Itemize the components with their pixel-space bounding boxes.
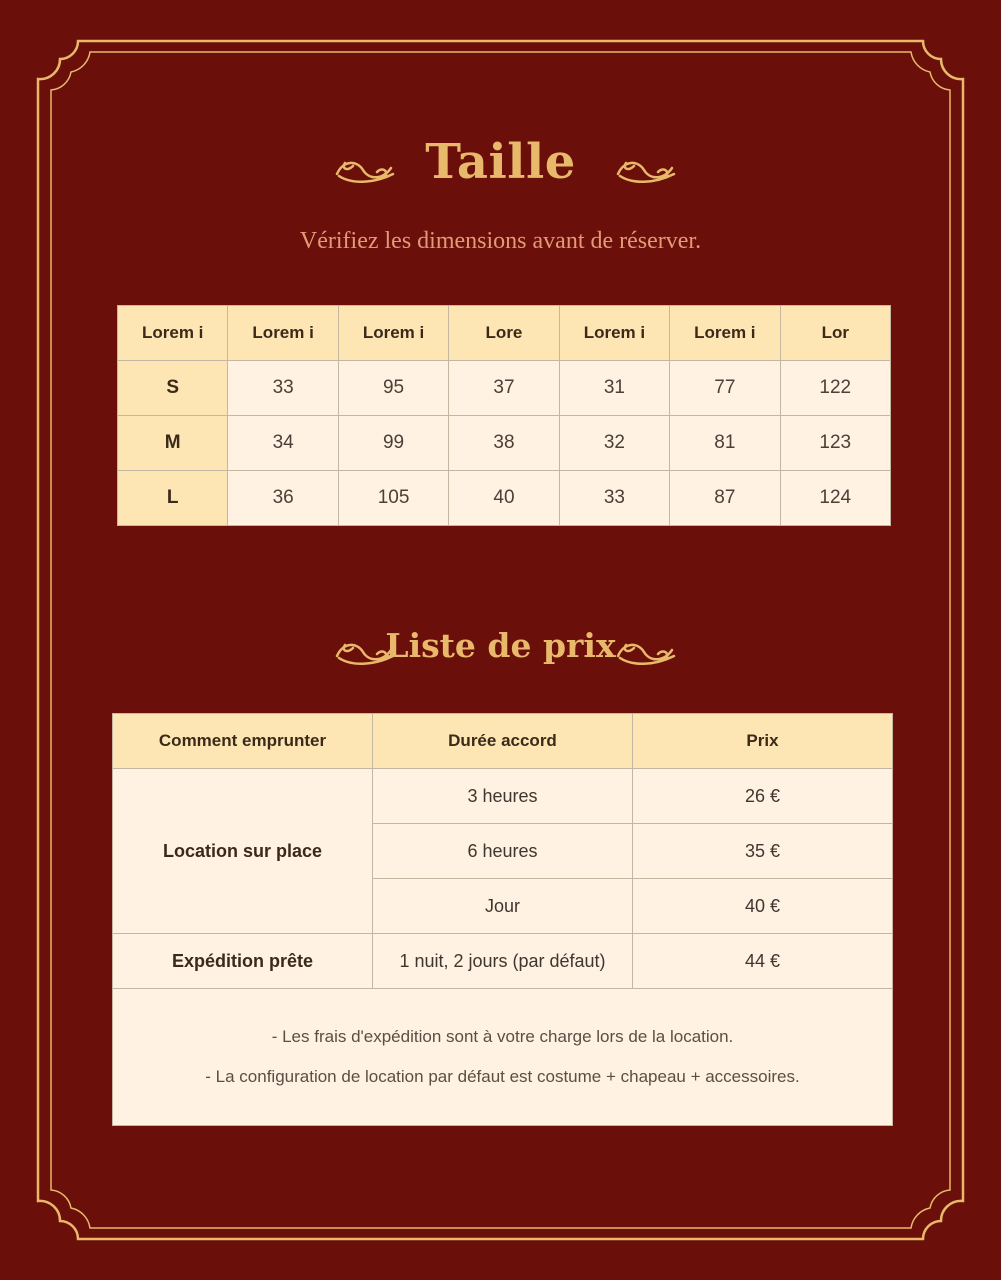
size-value: 124 [780, 471, 890, 526]
size-col-header: Lorem i [670, 306, 780, 361]
price-cell: 44 € [633, 934, 893, 989]
size-value: 95 [338, 361, 448, 416]
size-col-header: Lorem i [228, 306, 338, 361]
size-label: M [118, 416, 228, 471]
notes-row [113, 989, 893, 1126]
table-row [118, 471, 891, 526]
size-value: 99 [338, 416, 448, 471]
size-value: 38 [449, 416, 559, 471]
price-cell: 40 € [633, 879, 893, 934]
size-value: 87 [670, 471, 780, 526]
note-line: - Les frais d'expédition sont à votre charge lors de la location. [271, 1027, 734, 1046]
note-line: - La configuration de location par défaut est costume + chapeau + accessoires. [205, 1067, 800, 1086]
size-value: 33 [228, 361, 338, 416]
notes-cell [113, 989, 893, 1126]
size-value: 37 [449, 361, 559, 416]
size-col-header: Lor [780, 306, 890, 361]
price-col-header: Prix [633, 714, 893, 769]
size-label: L [118, 471, 228, 526]
size-title: Taille [425, 134, 576, 190]
price-col-header: Durée accord [373, 714, 633, 769]
shipping-label: Expédition prête [113, 934, 373, 989]
price-col-header: Comment emprunter [113, 714, 373, 769]
price-table [112, 713, 893, 1126]
size-col-header: Lore [449, 306, 559, 361]
price-table-header-row [113, 714, 893, 769]
size-value: 34 [228, 416, 338, 471]
table-row [113, 769, 893, 824]
size-value: 81 [670, 416, 780, 471]
size-value: 123 [780, 416, 890, 471]
size-value: 40 [449, 471, 559, 526]
size-value: 31 [559, 361, 669, 416]
size-subtitle: Vérifiez les dimensions avant de réserver. [299, 228, 702, 254]
size-value: 36 [228, 471, 338, 526]
size-value: 122 [780, 361, 890, 416]
size-value: 105 [338, 471, 448, 526]
price-title: Liste de prix [385, 626, 616, 665]
size-col-header: Lorem i [559, 306, 669, 361]
duration-cell: Jour [373, 879, 633, 934]
duration-cell: 3 heures [373, 769, 633, 824]
price-cell: 26 € [633, 769, 893, 824]
duration-cell: 1 nuit, 2 jours (par défaut) [373, 934, 633, 989]
size-col-header: Lorem i [118, 306, 228, 361]
size-value: 77 [670, 361, 780, 416]
size-value: 33 [559, 471, 669, 526]
size-value: 32 [559, 416, 669, 471]
size-col-header: Lorem i [338, 306, 448, 361]
onsite-label: Location sur place [113, 769, 373, 934]
size-table-header-row [118, 306, 891, 361]
size-table [117, 305, 891, 526]
duration-cell: 6 heures [373, 824, 633, 879]
price-cell: 35 € [633, 824, 893, 879]
table-row [118, 416, 891, 471]
table-row [118, 361, 891, 416]
size-label: S [118, 361, 228, 416]
table-row [113, 934, 893, 989]
